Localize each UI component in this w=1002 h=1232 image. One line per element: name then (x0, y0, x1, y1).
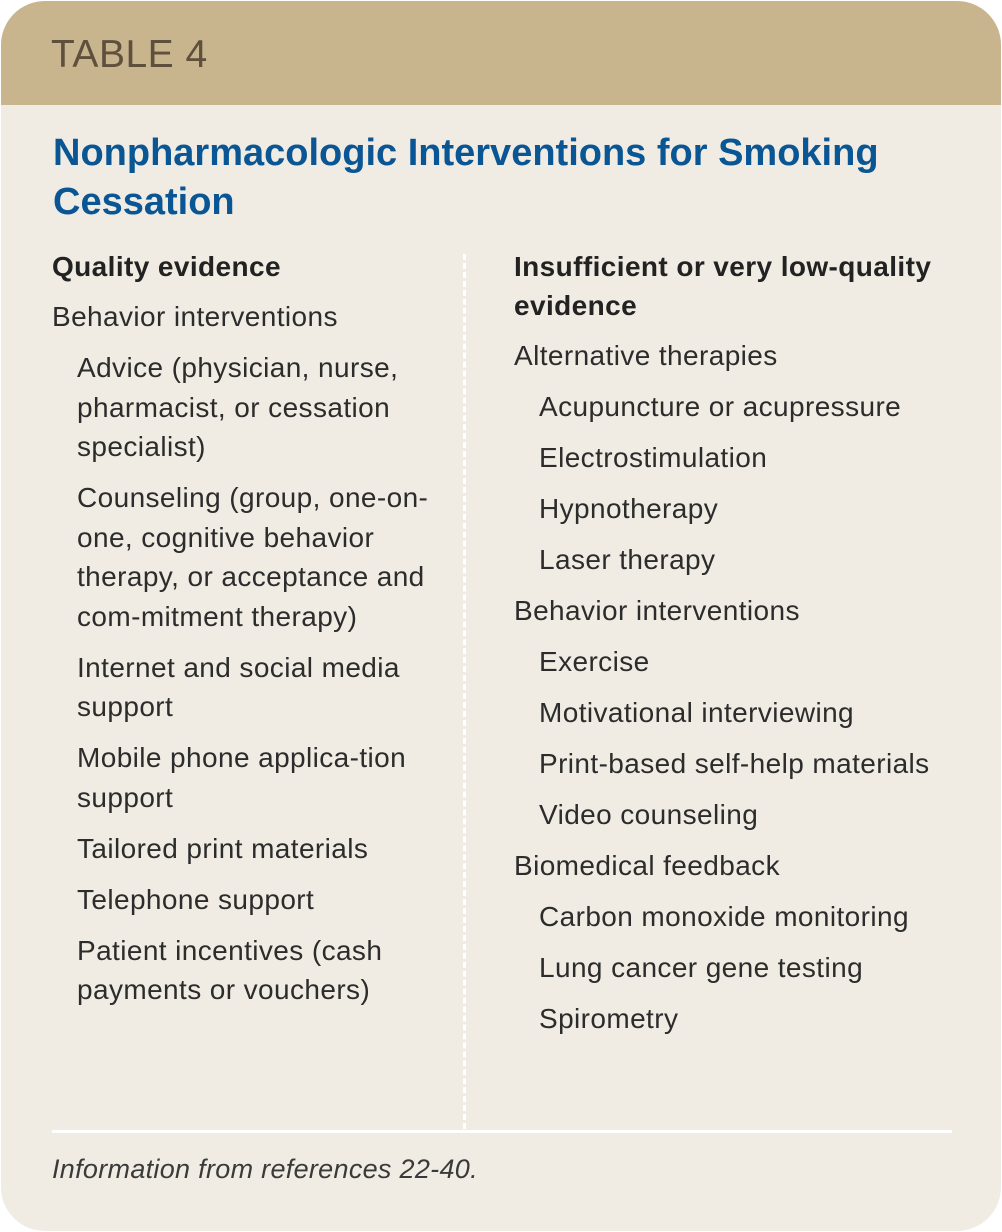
quality-evidence-heading: Quality evidence (52, 251, 281, 282)
left-item: Tailored print materials (77, 832, 369, 864)
left-item: Patient incentives (cash payments or vouchers) (77, 934, 383, 1005)
left-item: Mobile phone applica-tion support (77, 742, 407, 813)
right-item: Hypnotherapy (539, 493, 719, 524)
right-group-label: Behavior interventions (514, 595, 800, 626)
right-item: Print-based self-help materials (539, 748, 930, 779)
table-header-band (1, 1, 1001, 105)
column-divider (463, 254, 466, 1129)
left-group-label: Behavior interventions (52, 301, 338, 332)
left-item: Internet and social media support (77, 651, 400, 722)
left-item: Advice (physician, nurse, pharmacist, or cessation specialist) (77, 352, 399, 462)
right-item: Acupuncture or acupressure (539, 391, 902, 422)
right-item: Electrostimulation (539, 442, 768, 473)
right-group-label: Alternative therapies (514, 340, 778, 371)
left-item: Counseling (group, one-on-one, cognitive behavior therapy, or acceptance and com-mitment therapy) (77, 482, 429, 632)
footer-divider (52, 1130, 952, 1133)
right-item: Exercise (539, 646, 650, 677)
source-footnote: Information from references 22-40. (52, 1154, 478, 1184)
table-number-label: TABLE 4 (51, 33, 208, 76)
right-item: Spirometry (539, 1003, 679, 1034)
right-item: Carbon monoxide monitoring (539, 901, 909, 932)
table-title: Nonpharmacologic Interventions for Smoking Cessation (53, 132, 879, 223)
insufficient-evidence-column (514, 247, 984, 1050)
right-item: Video counseling (539, 799, 759, 830)
right-item: Lung cancer gene testing (539, 952, 864, 983)
table-card (1, 1, 1001, 1231)
right-item: Motivational interviewing (539, 697, 855, 728)
quality-evidence-column (52, 247, 452, 1021)
right-group-label: Biomedical feedback (514, 850, 780, 881)
left-item: Telephone support (77, 883, 315, 915)
right-item: Laser therapy (539, 544, 716, 575)
insufficient-evidence-heading: Insufficient or very low-quality evidence (514, 251, 932, 321)
